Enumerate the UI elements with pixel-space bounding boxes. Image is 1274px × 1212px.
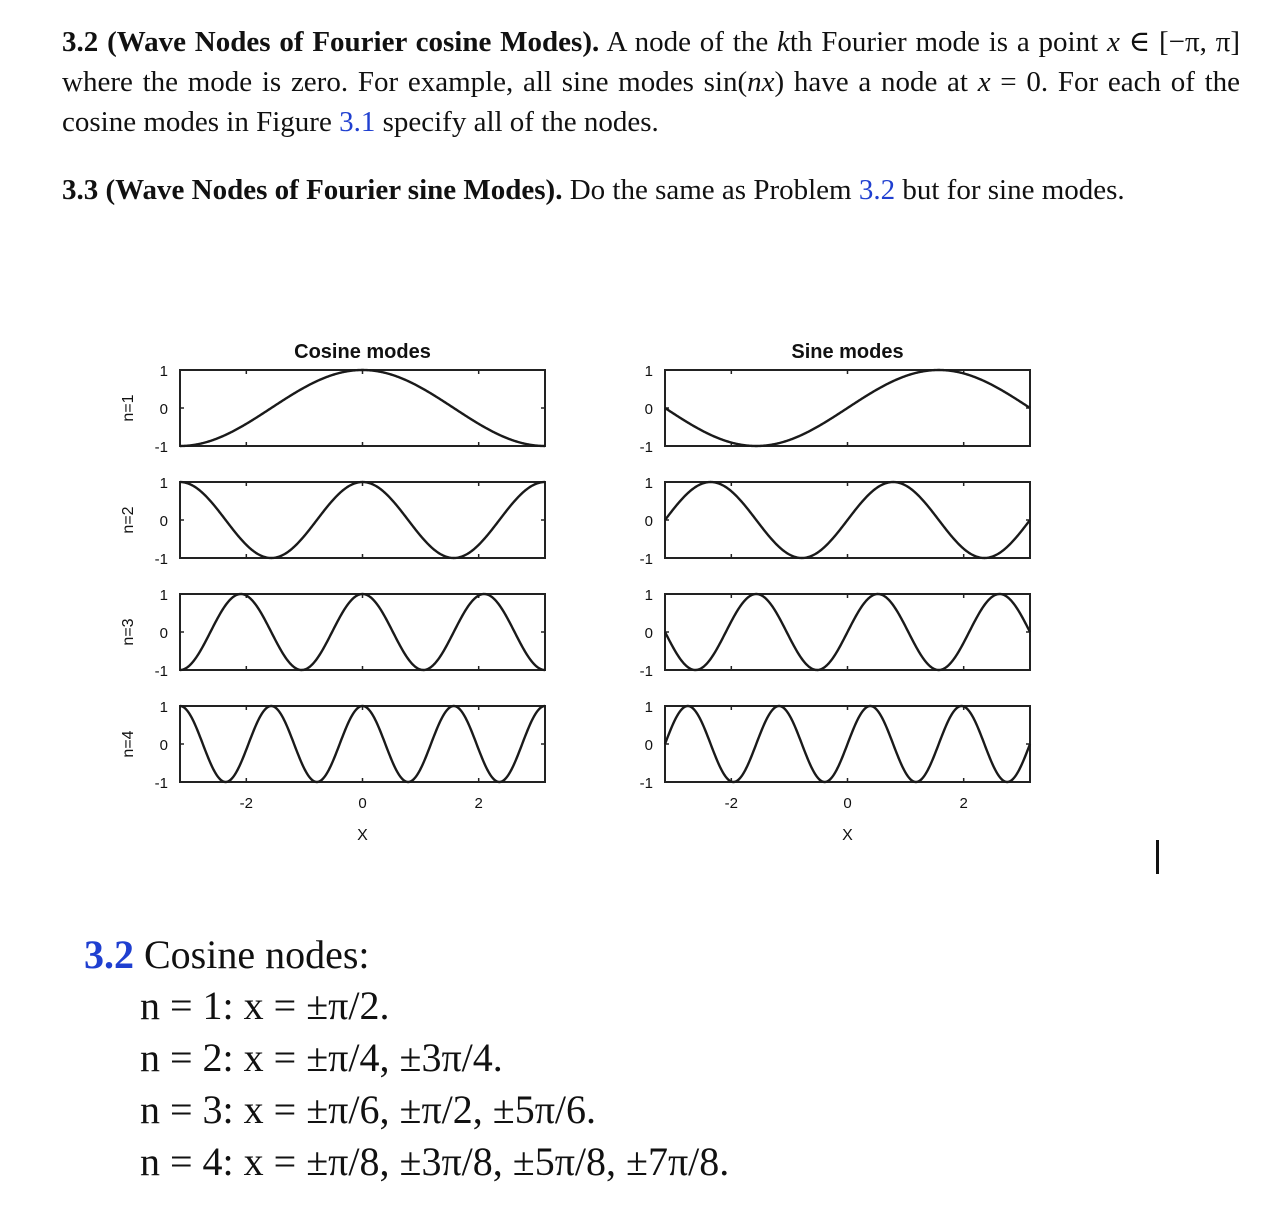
problem-text: where the mode is zero. For example, all sine modes sin( [62, 66, 748, 98]
problem-reference-link[interactable]: 3.2 [858, 174, 896, 206]
y-tick-label: 1 [644, 475, 653, 492]
solution-heading [84, 930, 729, 980]
solution-line-n3: n = 3: x = ±π/6, ±π/2, ±5π/6. [140, 1087, 597, 1132]
y-tick-label: -1 [154, 439, 168, 456]
solution-line-n2: n = 2: x = ±π/4, ±3π/4. [140, 1035, 503, 1080]
x-tick-label: -2 [724, 795, 738, 812]
y-tick-label: 0 [159, 737, 168, 754]
axes-box [180, 482, 545, 558]
x-tick-label: 0 [843, 795, 852, 812]
problem-3-3 [62, 170, 1240, 210]
solution-number: 3.2 [84, 932, 134, 977]
y-tick-label: 1 [644, 363, 653, 380]
cos-mode-curve-n1 [180, 370, 545, 446]
problem-text: A node of the [606, 26, 778, 58]
problem-text: = 0. For each of the cosine modes in Figure [62, 66, 1241, 138]
problem-text: specify all of the nodes. [375, 106, 659, 138]
problem-math: k [777, 26, 790, 58]
chart-title: Sine modes [791, 341, 904, 363]
row-label-n4: n=4 [120, 730, 137, 758]
y-tick-label: 1 [159, 699, 168, 716]
x-axis-label: X [842, 827, 853, 844]
y-tick-label: -1 [639, 775, 653, 792]
y-tick-label: 0 [644, 401, 653, 418]
axes-box [180, 706, 545, 782]
problem-math: x [977, 66, 991, 98]
problem-text: th Fourier mode is a point [789, 26, 1099, 58]
x-axis-label: X [357, 827, 368, 844]
y-tick-label: 1 [644, 699, 653, 716]
y-tick-label: -1 [154, 663, 168, 680]
solution-line-n4: n = 4: x = ±π/8, ±3π/8, ±5π/8, ±7π/8. [140, 1139, 730, 1184]
y-tick-label: -1 [639, 663, 653, 680]
y-tick-label: 0 [159, 513, 168, 530]
y-tick-label: -1 [154, 775, 168, 792]
problem-label: 3.2 (Wave Nodes of Fourier cosine Modes). [62, 26, 600, 58]
fourier-modes-figure [0, 330, 1274, 870]
sin-mode-curve-n2 [665, 482, 1030, 558]
text-cursor [1156, 840, 1159, 874]
y-tick-label: 0 [159, 401, 168, 418]
problem-math: x [1107, 26, 1120, 58]
x-tick-label: 2 [474, 795, 483, 812]
problem-label: 3.3 (Wave Nodes of Fourier sine Modes). [62, 174, 563, 206]
solution-3-2 [84, 930, 729, 1188]
sin-mode-curve-n3 [665, 594, 1030, 670]
problem-text: but for sine modes. [895, 174, 1125, 206]
chart-title: Cosine modes [294, 341, 431, 363]
x-tick-label: 2 [959, 795, 968, 812]
y-tick-label: 1 [159, 475, 168, 492]
problem-math: ∈ [−π, π] [1119, 26, 1241, 58]
sin-mode-curve-n4 [665, 706, 1030, 782]
y-tick-label: 1 [644, 587, 653, 604]
row-label-n3: n=3 [120, 618, 137, 646]
problem-3-2 [62, 22, 1240, 142]
y-tick-label: 0 [644, 625, 653, 642]
y-tick-label: 0 [159, 625, 168, 642]
row-label-n1: n=1 [120, 394, 137, 422]
sin-mode-curve-n1 [665, 370, 1030, 446]
y-tick-label: 0 [644, 737, 653, 754]
solution-title: Cosine nodes: [134, 932, 370, 977]
solution-line-n1: n = 1: x = ±π/2. [140, 983, 390, 1028]
y-tick-label: -1 [154, 551, 168, 568]
axes-box [180, 370, 545, 446]
y-tick-label: 0 [644, 513, 653, 530]
x-tick-label: 0 [358, 795, 367, 812]
problem-text: ) have a node at [774, 66, 968, 98]
row-label-n2: n=2 [120, 506, 137, 534]
axes-box [180, 594, 545, 670]
figure-reference-link[interactable]: 3.1 [339, 106, 376, 138]
y-tick-label: 1 [159, 587, 168, 604]
cos-mode-curve-n3 [180, 594, 545, 670]
cos-mode-curve-n4 [180, 706, 545, 782]
y-tick-label: 1 [159, 363, 168, 380]
problem-math: nx [747, 66, 775, 98]
y-tick-label: -1 [639, 439, 653, 456]
cos-mode-curve-n2 [180, 482, 545, 558]
y-tick-label: -1 [639, 551, 653, 568]
problem-text: Do the same as Problem [562, 174, 859, 206]
x-tick-label: -2 [239, 795, 253, 812]
